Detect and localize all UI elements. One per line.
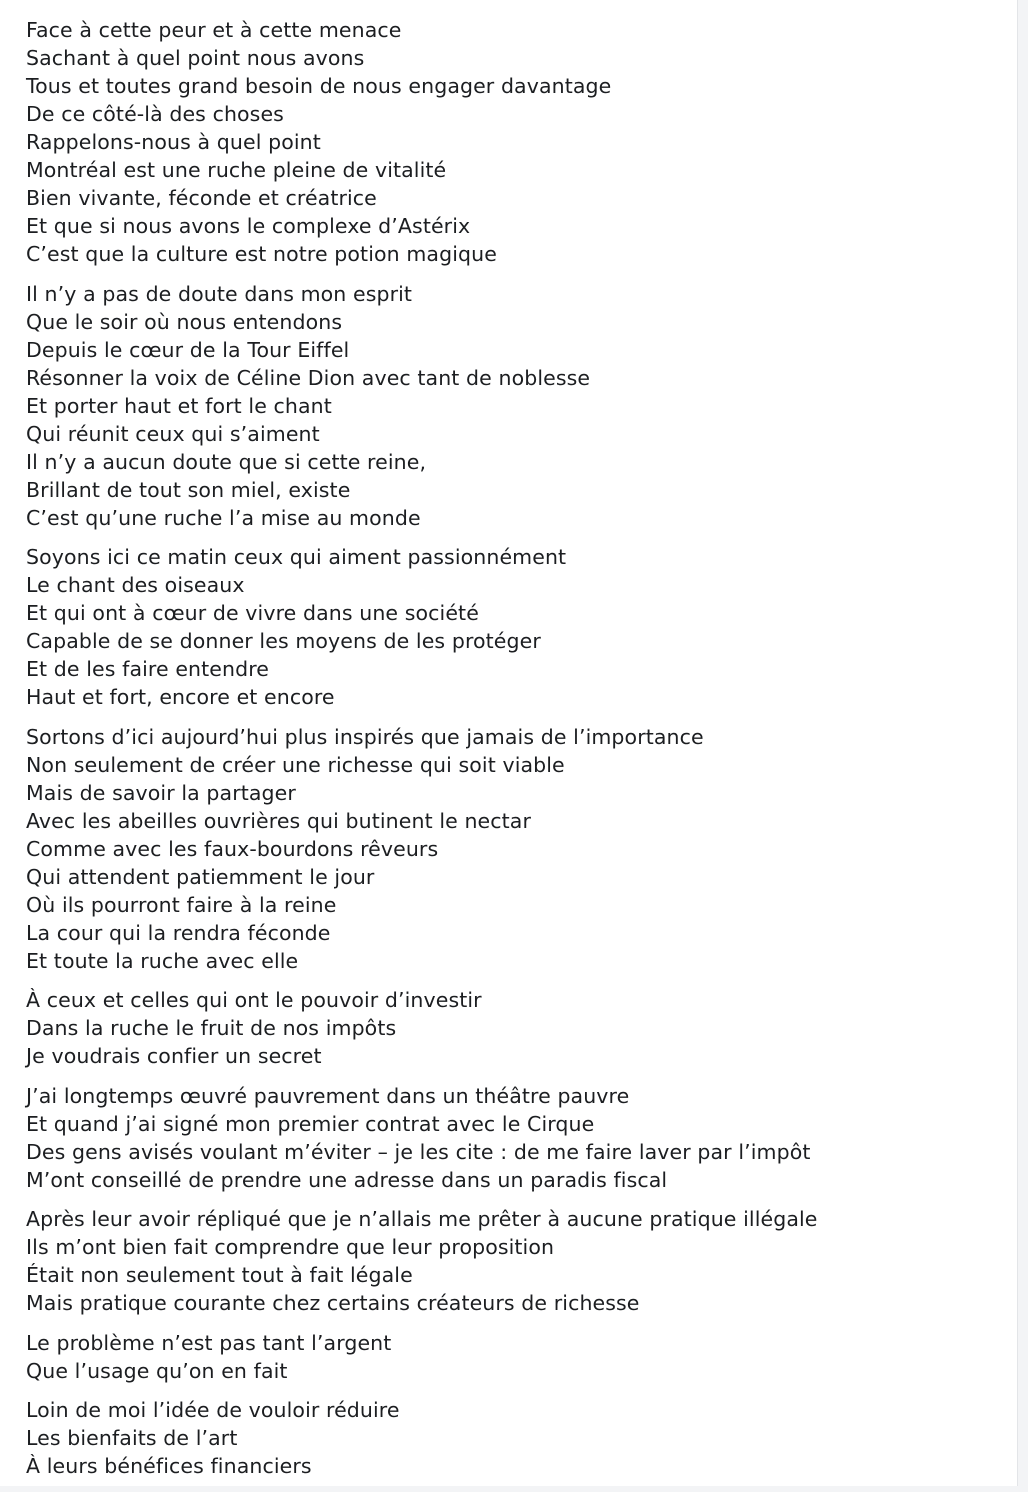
poem-line: Tous et toutes grand besoin de nous engager davantage xyxy=(26,74,612,98)
poem-line: Sortons d’ici aujourd’hui plus inspirés que jamais de l’importance xyxy=(26,724,704,749)
stanza-5 xyxy=(26,986,1006,1070)
poem-line: Depuis le cœur de la Tour Eiffel xyxy=(26,337,350,362)
poem-line: Avec les abeilles ouvrières qui butinent le nectar xyxy=(26,808,531,833)
poem-line: J’ai longtemps œuvré pauvrement dans un théâtre pauvre xyxy=(26,1083,630,1108)
poem-line: Bien vivante, féconde et créatrice xyxy=(26,186,377,210)
poem-line: Où ils pourront faire à la reine xyxy=(26,892,337,917)
poem-line: Qui attendent patiemment le jour xyxy=(26,864,375,889)
poem-line: Résonner la voix de Céline Dion avec tant de noblesse xyxy=(26,365,591,390)
poem-line: C’est qu’une ruche l’a mise au monde xyxy=(26,505,421,530)
poem-line: Montréal est une ruche pleine de vitalité xyxy=(26,158,447,182)
poem-line: Et que si nous avons le complexe d’Astérix xyxy=(26,214,471,238)
poem-line: De ce côté-là des choses xyxy=(26,102,284,126)
poem-line: Soyons ici ce matin ceux qui aiment passionnément xyxy=(26,545,567,569)
poem-line: À ceux et celles qui ont le pouvoir d’investir xyxy=(26,988,482,1012)
poem-line: Le problème n’est pas tant l’argent xyxy=(26,1330,392,1355)
poem-line: Ils m’ont bien fait comprendre que leur proposition xyxy=(26,1235,555,1259)
stanza-7 xyxy=(26,1205,1006,1317)
poem-line: Et toute la ruche avec elle xyxy=(26,948,299,973)
poem-line: Qui réunit ceux qui s’aiment xyxy=(26,421,320,446)
poem-line: Et qui ont à cœur de vivre dans une société xyxy=(26,601,479,625)
poem-line: Capable de se donner les moyens de les protéger xyxy=(26,629,541,653)
poem-text xyxy=(26,16,1006,1492)
stanza-3 xyxy=(26,543,1006,711)
poem-line: Après leur avoir répliqué que je n’allais me prêter à aucune pratique illégale xyxy=(26,1207,818,1231)
poem-line: Je voudrais confier un secret xyxy=(26,1044,322,1068)
poem-line: Était non seulement tout à fait légale xyxy=(26,1263,413,1287)
poem-line: Les bienfaits de l’art xyxy=(26,1426,238,1450)
poem-line: Haut et fort, encore et encore xyxy=(26,685,335,709)
poem-line: M’ont conseillé de prendre une adresse dans un paradis fiscal xyxy=(26,1167,668,1192)
poem-line: À leurs bénéfices financiers xyxy=(26,1454,312,1478)
poem-line: Comme avec les faux-bourdons rêveurs xyxy=(26,836,439,861)
stanza-1 xyxy=(26,16,1006,268)
poem-line: Il n’y a aucun doute que si cette reine, xyxy=(26,449,427,474)
stanza-6 xyxy=(26,1082,1006,1194)
stanza-9 xyxy=(26,1396,1006,1480)
poem-line: Loin de moi l’idée de vouloir réduire xyxy=(26,1398,400,1422)
poem-line: Des gens avisés voulant m’éviter – je les cite : de me faire laver par l’impôt xyxy=(26,1139,811,1164)
poem-line: Que le soir où nous entendons xyxy=(26,309,343,334)
stanza-2 xyxy=(26,280,1006,532)
poem-line: Sachant à quel point nous avons xyxy=(26,46,365,70)
poem-line: Mais de savoir la partager xyxy=(26,780,296,805)
poem-line: C’est que la culture est notre potion magique xyxy=(26,242,497,266)
poem-line: Brillant de tout son miel, existe xyxy=(26,477,351,502)
poem-line: Et porter haut et fort le chant xyxy=(26,393,332,418)
poem-line: Le chant des oiseaux xyxy=(26,573,245,597)
stanza-4 xyxy=(26,723,1006,975)
poem-line: Rappelons-nous à quel point xyxy=(26,130,321,154)
poem-line: Et de les faire entendre xyxy=(26,657,269,681)
poem-line: La cour qui la rendra féconde xyxy=(26,920,331,945)
poem-line: Non seulement de créer une richesse qui soit viable xyxy=(26,752,565,777)
poem-line: Et quand j’ai signé mon premier contrat avec le Cirque xyxy=(26,1111,595,1136)
stanza-8 xyxy=(26,1329,1006,1385)
poem-line: Il n’y a pas de doute dans mon esprit xyxy=(26,281,413,306)
poem-line: Dans la ruche le fruit de nos impôts xyxy=(26,1016,397,1040)
poem-line: Mais pratique courante chez certains créateurs de richesse xyxy=(26,1291,640,1315)
poem-line: Face à cette peur et à cette menace xyxy=(26,18,402,42)
poem-line: Que l’usage qu’on en fait xyxy=(26,1358,288,1383)
